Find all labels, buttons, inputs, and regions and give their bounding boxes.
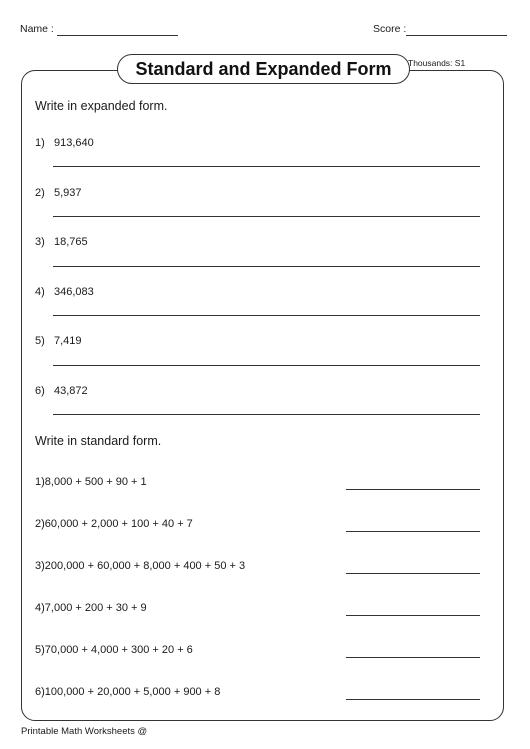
item-number: 2) <box>35 518 45 530</box>
standard-answer-line[interactable] <box>346 489 480 490</box>
item-value: 5,937 <box>54 187 82 199</box>
item-number: 3) <box>35 236 45 248</box>
expanded-answer-line[interactable] <box>53 315 480 316</box>
expanded-answer-line[interactable] <box>53 166 480 167</box>
standard-item <box>35 644 193 656</box>
item-number: 1) <box>35 137 45 149</box>
footer-credit: Printable Math Worksheets @ <box>21 726 148 737</box>
expanded-section-heading: Write in expanded form. <box>35 99 168 113</box>
standard-answer-line[interactable] <box>346 531 480 532</box>
expanded-item <box>35 385 88 397</box>
item-value: 43,872 <box>54 385 88 397</box>
item-expression: 8,000 + 500 + 90 + 1 <box>44 476 147 488</box>
worksheet-code: Thousands: S1 <box>408 58 466 68</box>
item-number: 3) <box>35 560 45 572</box>
item-number: 1) <box>35 476 45 488</box>
item-value: 7,419 <box>54 335 82 347</box>
item-number: 6) <box>35 686 45 698</box>
item-expression: 200,000 + 60,000 + 8,000 + 400 + 50 + 3 <box>44 560 246 572</box>
standard-answer-line[interactable] <box>346 657 480 658</box>
item-expression: 7,000 + 200 + 30 + 9 <box>44 602 147 614</box>
standard-answer-line[interactable] <box>346 573 480 574</box>
item-number: 4) <box>35 286 45 298</box>
item-expression: 70,000 + 4,000 + 300 + 20 + 6 <box>44 644 193 656</box>
expanded-answer-line[interactable] <box>53 414 480 415</box>
name-label: Name : <box>20 23 54 35</box>
score-field[interactable] <box>406 35 507 36</box>
item-value: 346,083 <box>54 286 94 298</box>
standard-section-heading: Write in standard form. <box>35 434 162 448</box>
name-field[interactable] <box>57 35 178 36</box>
score-label: Score : <box>373 23 407 35</box>
expanded-item <box>35 187 82 199</box>
item-expression: 60,000 + 2,000 + 100 + 40 + 7 <box>44 518 193 530</box>
item-number: 6) <box>35 385 45 397</box>
item-number: 5) <box>35 335 45 347</box>
item-expression: 100,000 + 20,000 + 5,000 + 900 + 8 <box>44 686 221 698</box>
item-value: 18,765 <box>54 236 88 248</box>
expanded-item <box>35 236 88 248</box>
standard-answer-line[interactable] <box>346 615 480 616</box>
worksheet-title: Standard and Expanded Form <box>117 54 410 84</box>
item-number: 4) <box>35 602 45 614</box>
expanded-answer-line[interactable] <box>53 365 480 366</box>
expanded-answer-line[interactable] <box>53 216 480 217</box>
standard-item <box>35 602 147 614</box>
expanded-item <box>35 286 94 298</box>
worksheet-frame <box>21 70 504 721</box>
standard-item <box>35 686 220 698</box>
expanded-answer-line[interactable] <box>53 266 480 267</box>
standard-answer-line[interactable] <box>346 699 480 700</box>
item-number: 5) <box>35 644 45 656</box>
standard-item <box>35 518 193 530</box>
standard-item <box>35 560 245 572</box>
item-number: 2) <box>35 187 45 199</box>
expanded-item <box>35 137 94 149</box>
item-value: 913,640 <box>54 137 94 149</box>
standard-item <box>35 476 147 488</box>
expanded-item <box>35 335 82 347</box>
